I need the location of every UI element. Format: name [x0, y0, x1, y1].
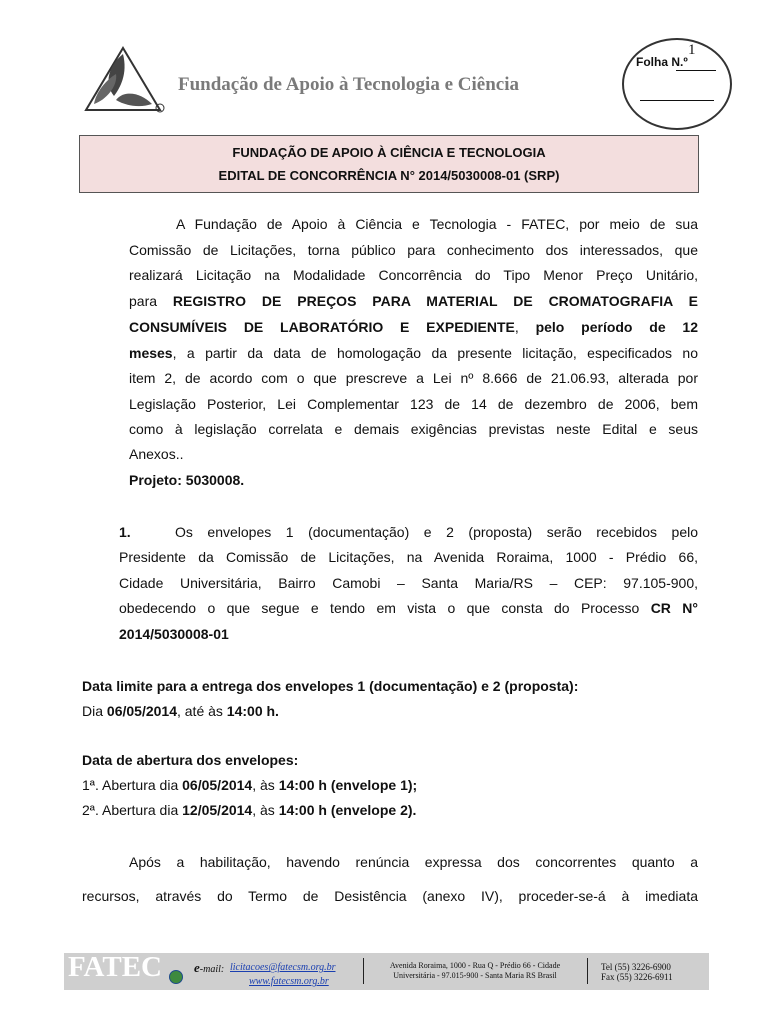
stamp-page-number: 1 — [688, 42, 696, 58]
item-number: 1. — [119, 524, 131, 540]
opening-row-2: 2ª. Abertura dia 12/05/2014, às 14:00 h (envelope 2). — [82, 802, 417, 818]
intro-line: como à legislação correlata e demais exigências previstas neste Edital e seus — [129, 421, 698, 437]
fatec-triangle-logo — [80, 44, 166, 116]
website-link[interactable]: www.fatecsm.org.br — [249, 976, 329, 987]
intro-line: item 2, de acordo com o que prescreve a Lei nº 8.666 de 21.06.93, alterada por — [129, 370, 698, 386]
item1-line: Presidente da Comissão de Licitações, na Avenida Roraima, 1000 - Prédio 66, — [119, 549, 698, 565]
delivery-heading: Data limite para a entrega dos envelopes 1 (documentação) e 2 (proposta): — [82, 678, 579, 694]
intro-line: realizará Licitação na Modalidade Concorrência do Tipo Menor Preço Unitário, — [129, 267, 698, 283]
project-number: Projeto: 5030008. — [129, 472, 245, 488]
footer-phone: Tel (55) 3226-6900 Fax (55) 3226-6911 — [601, 962, 673, 982]
intro-line: CONSUMÍVEIS DE LABORATÓRIO E EXPEDIENTE, pelo período de 12 — [129, 319, 698, 335]
footer-divider — [587, 958, 588, 984]
document-title-box — [79, 135, 699, 193]
footer-logo-mark-icon — [169, 970, 183, 984]
intro-line: A Fundação de Apoio à Ciência e Tecnologia - FATEC, por meio de sua — [176, 216, 698, 232]
intro-line: Anexos.. — [129, 446, 184, 462]
intro-line: Legislação Posterior, Lei Complementar 123 de 14 de dezembro de 2006, bem — [129, 396, 698, 412]
intro-line: meses, a partir da data de homologação da presente licitação, especificados no — [129, 345, 698, 361]
email-label: e-mail: — [194, 960, 225, 975]
intro-line: Comissão de Licitações, torna público para conhecimento dos interessados, que — [129, 242, 698, 258]
stamp-signature-line — [640, 100, 714, 101]
stamp-label: Folha N.º — [636, 55, 688, 69]
intro-line: para REGISTRO DE PREÇOS PARA MATERIAL DE CROMATOGRAFIA E — [129, 293, 698, 309]
title-line-1: FUNDAÇÃO DE APOIO À CIÊNCIA E TECNOLOGIA — [232, 145, 546, 160]
footer-address: Avenida Roraima, 1000 - Rua Q - Prédio 66 - Cidade Universitária - 97.015-900 - Santa Maria RS Brasil — [389, 961, 561, 980]
email-link[interactable]: licitacoes@fatecsm.org.br — [230, 962, 336, 973]
item1-line: Cidade Universitária, Bairro Camobi – Santa Maria/RS – CEP: 97.105-900, — [119, 575, 698, 591]
title-line-2: EDITAL DE CONCORRÊNCIA N° 2014/5030008-01 (SRP) — [218, 168, 560, 183]
org-name: Fundação de Apoio à Tecnologia e Ciência — [178, 74, 519, 95]
page-stamp — [622, 38, 732, 130]
stamp-line — [676, 70, 716, 71]
footer-logo: FATEC — [68, 951, 162, 983]
opening-heading: Data de abertura dos envelopes: — [82, 752, 299, 768]
item1-line: obedecendo o que segue e tendo em vista o que consta do Processo CR N° — [119, 600, 698, 616]
opening-row-1: 1ª. Abertura dia 06/05/2014, às 14:00 h (envelope 1); — [82, 777, 418, 793]
item1-line: Os envelopes 1 (documentação) e 2 (proposta) serão recebidos pelo — [175, 524, 698, 540]
item1-line: 2014/5030008-01 — [119, 626, 229, 642]
footer-divider — [363, 958, 364, 984]
after-line: Após a habilitação, havendo renúncia expressa dos concorrentes quanto a — [129, 854, 698, 870]
delivery-date: Dia 06/05/2014, até às 14:00 h. — [82, 703, 279, 719]
after-line: recursos, através do Termo de Desistência (anexo IV), proceder-se-á à imediata — [82, 888, 698, 904]
